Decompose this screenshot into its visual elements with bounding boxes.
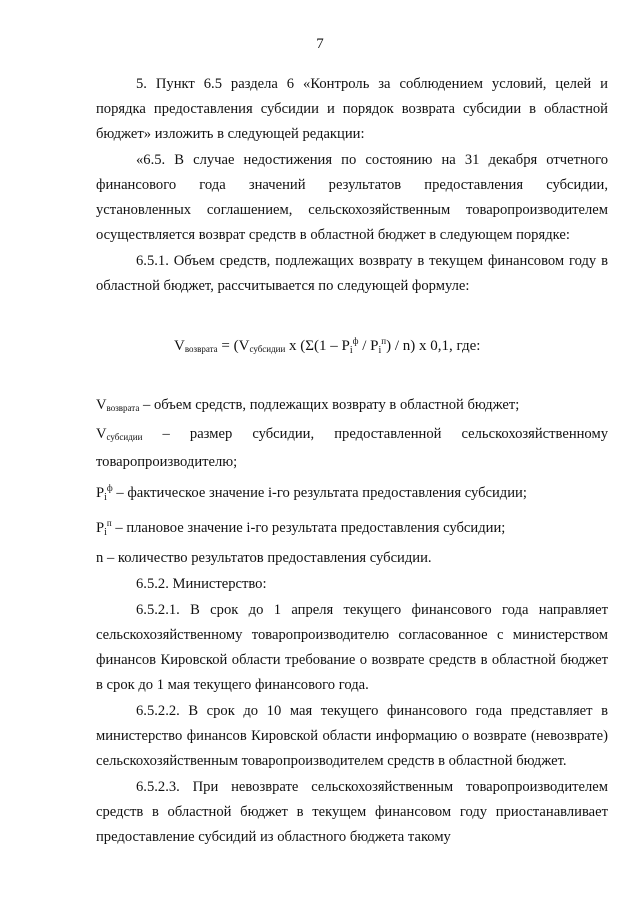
definition-n: n – количество результатов предоставления субсидии. (96, 550, 432, 566)
paragraph-5: 5. Пункт 6.5 раздела 6 «Контроль за соблюдением условий, целей и порядка предоставления субсидии и порядок возврата субсидии в областной бюджет» изложить в следующей редакции: (96, 76, 608, 142)
formula-sup-fact: ф (352, 336, 359, 346)
definition-p-plan (96, 511, 608, 545)
definition-text: – объем средств, подлежащих возврату в областной бюджет; (139, 397, 520, 413)
formula-sub-i2: i (378, 345, 382, 356)
formula-sub-subsidy: субсидии (249, 344, 286, 354)
definition-v-return (96, 393, 608, 421)
definition-p-fact (96, 476, 608, 510)
paragraph-6-5-1: 6.5.1. Объем средств, подлежащих возврату в текущем финансовом году в областной бюджет, рассчитывается по следующей формуле: (96, 253, 608, 294)
symbol-sup: ф (106, 483, 113, 493)
formula-tail: ) / n) x 0,1, где: (386, 338, 481, 354)
formula-v: V (174, 338, 185, 354)
symbol-sub: субсидии (106, 432, 143, 442)
document-body (96, 72, 608, 850)
symbol-v: V (96, 397, 107, 413)
symbol-v: V (96, 426, 107, 442)
paragraph-6-5-2-1: 6.5.2.1. В срок до 1 апреля текущего финансового года направляет сельскохозяйственному товаропроизводителю согласованное с министерством финансов Кировской области требование о возврате средств в областной бюджет в срок до 1 мая текущего финансового года. (96, 602, 608, 693)
symbol-sub: i (104, 527, 107, 538)
page-number: 7 (316, 36, 324, 52)
symbol-sub: i (104, 492, 107, 503)
definition-text: – размер субсидии, предоставленной сельскохозяйственному товаропроизводителю; (96, 426, 608, 470)
formula-sub-return: возврата (184, 344, 218, 354)
definition-text: – плановое значение i-го результата предоставления субсидии; (111, 520, 506, 536)
formula-eq: = (V (217, 338, 250, 354)
definition-v-subsidy (96, 422, 608, 475)
formula-mid: x (Σ(1 – P (285, 338, 350, 354)
paragraph-6-5-2-3: 6.5.2.3. При невозврате сельскохозяйственным товаропроизводителем средств в областной бюджет в текущем финансовом году приостанавливает предоставление субсидий из областного бюджета такому (96, 779, 608, 845)
definition-text: – фактическое значение i-го результата предоставления субсидии; (112, 485, 527, 501)
formula-slash: / P (358, 338, 379, 354)
return-formula (96, 329, 608, 363)
paragraph-6-5-2: 6.5.2. Министерство: (136, 576, 267, 592)
symbol-sub: возврата (106, 403, 140, 413)
symbol-p: P (96, 485, 105, 501)
symbol-sup: п (106, 518, 112, 528)
paragraph-6-5: «6.5. В случае недостижения по состоянию на 31 декабря отчетного финансового года значений результатов предоставления субсидии, установленных соглашением, сельскохозяйственным товаропроизводителем осуществляется возврат средств в областной бюджет в следующем порядке: (96, 152, 608, 243)
formula-sup-plan: п (381, 336, 387, 346)
formula-sub-i1: i (349, 345, 353, 356)
symbol-p: P (96, 520, 105, 536)
paragraph-6-5-2-2: 6.5.2.2. В срок до 10 мая текущего финансового года представляет в министерство финансов Кировской области информацию о возврате (невозврате) сельскохозяйственным товаропроизводителем средств в областной бюджет. (96, 703, 608, 769)
